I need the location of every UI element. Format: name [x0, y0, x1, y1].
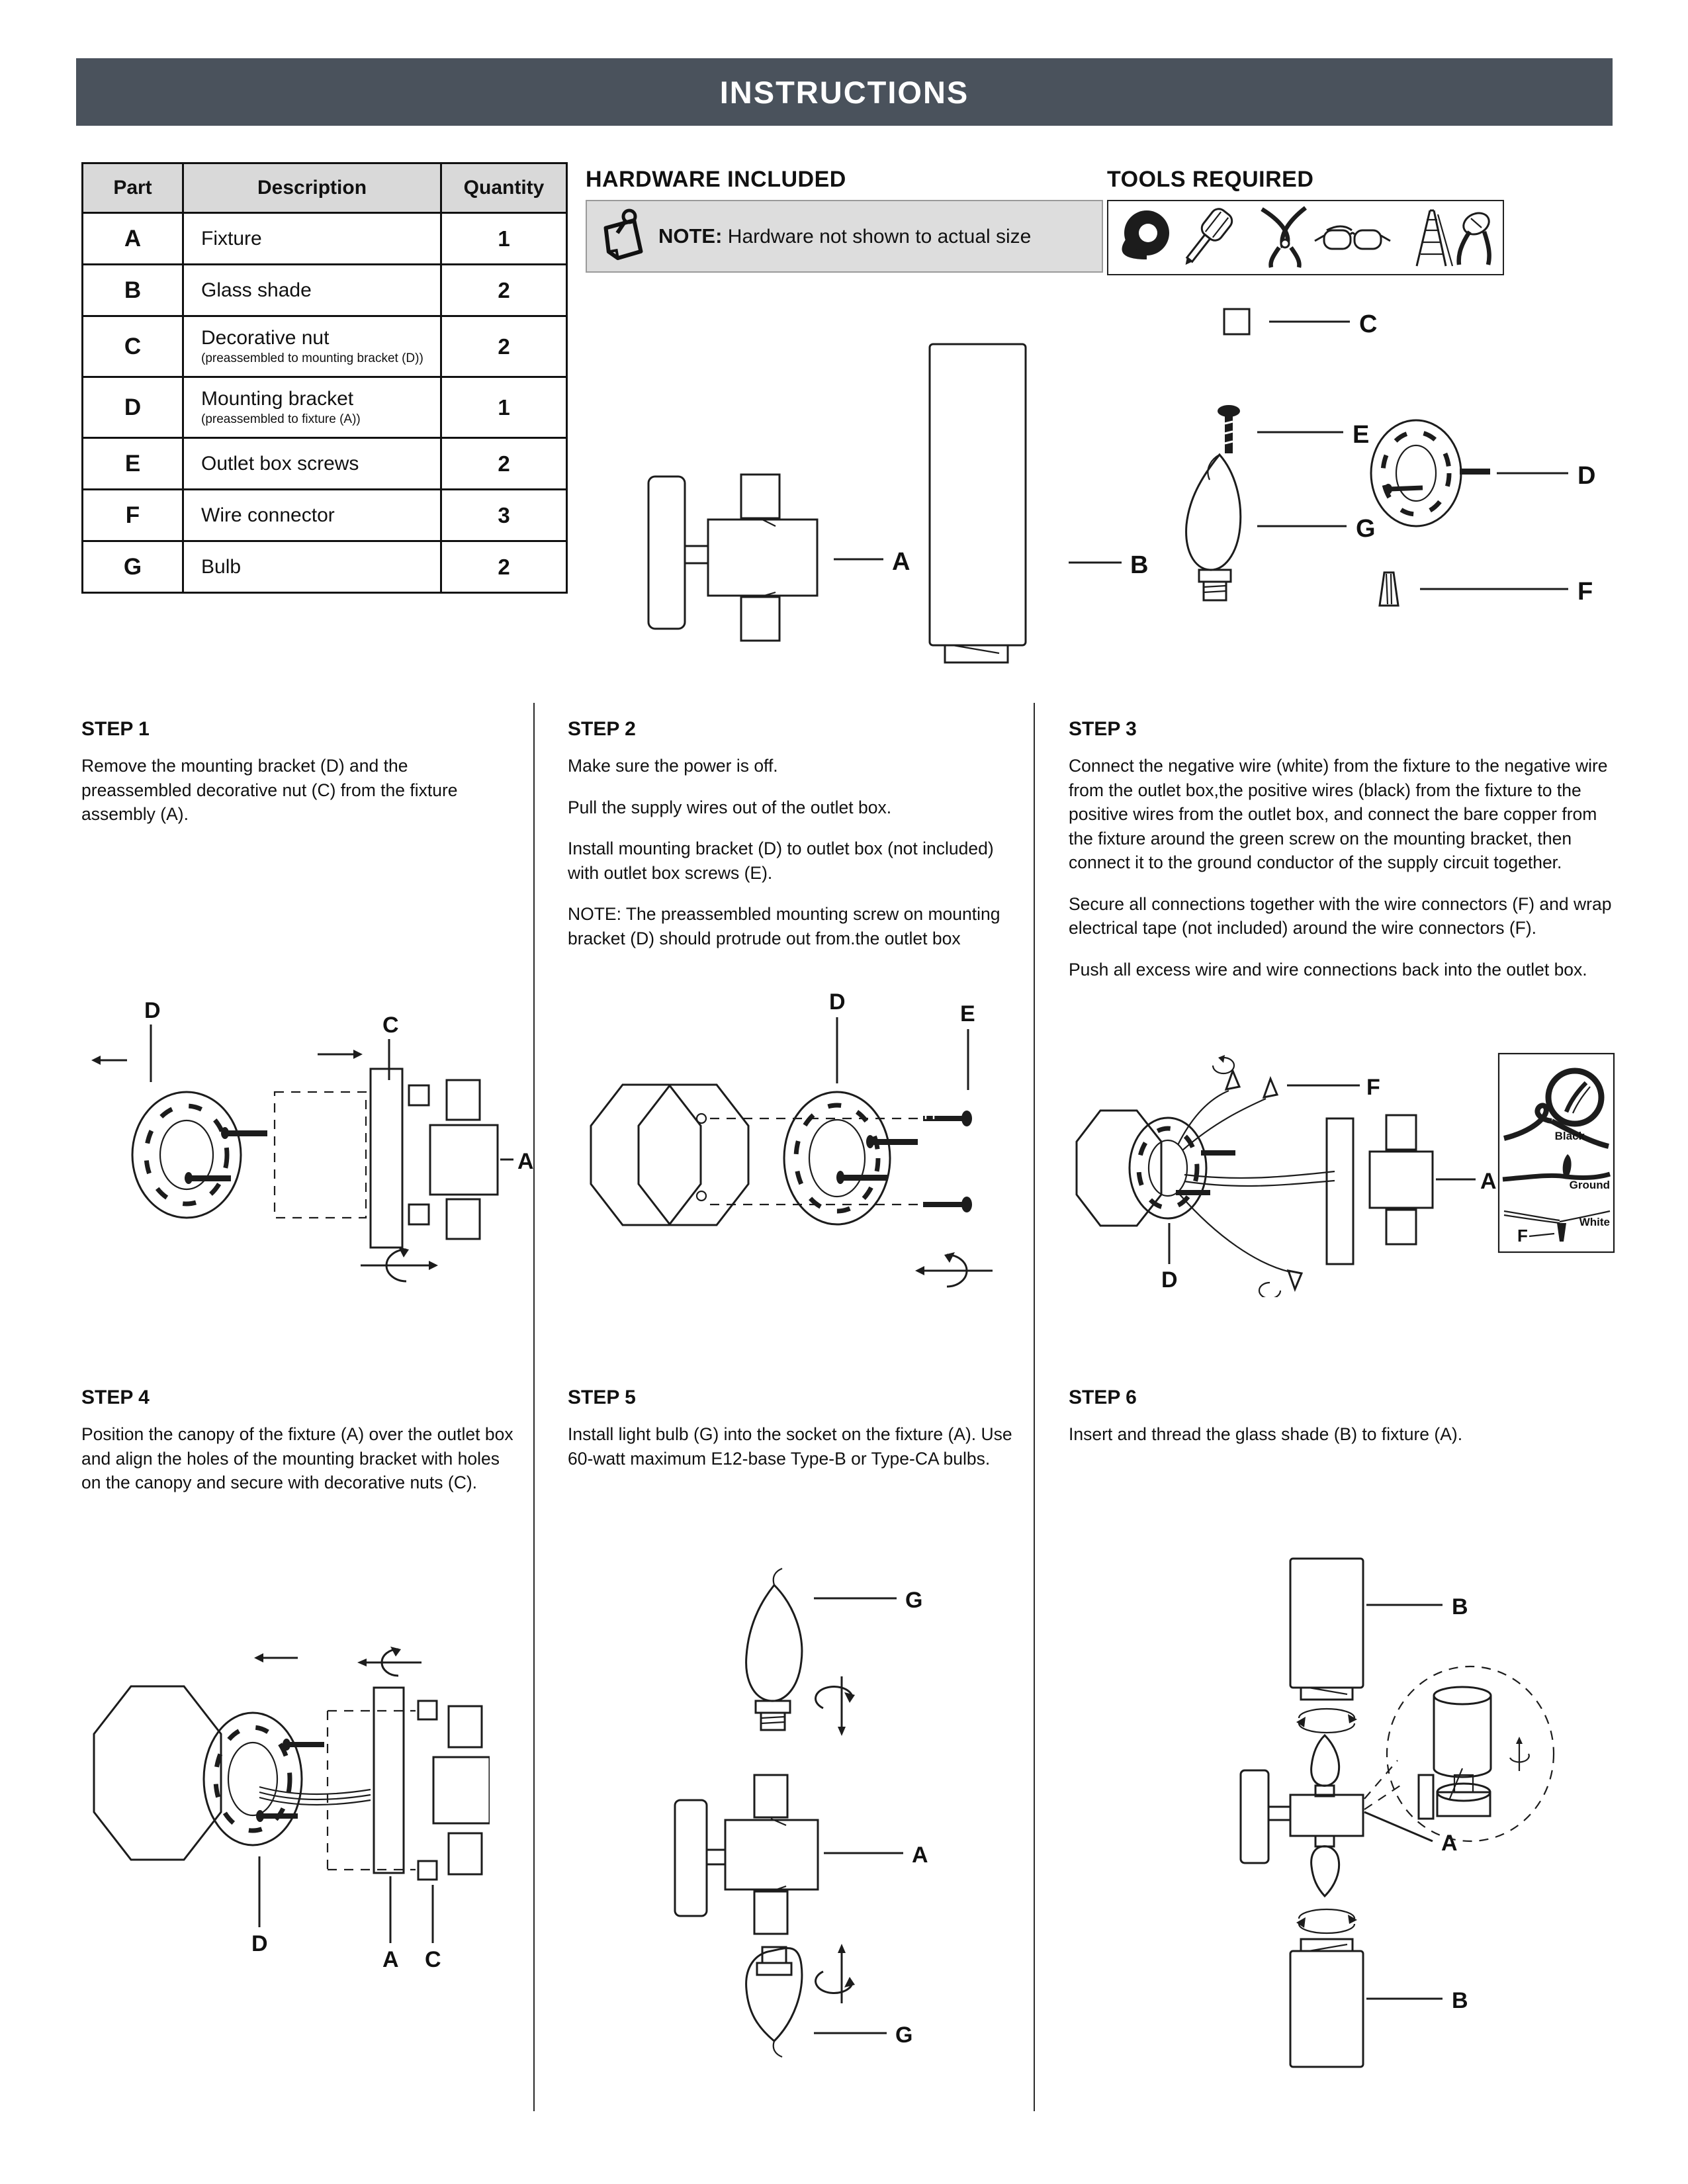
outlet-box-screw-drawing	[1218, 405, 1369, 453]
svg-text:A: A	[912, 1843, 928, 1868]
svg-text:B: B	[1452, 1594, 1468, 1619]
mounting-bracket-drawing	[1371, 420, 1595, 526]
table-header-row	[83, 163, 567, 213]
step-5-diagram	[596, 1542, 1006, 2078]
step-2-text: Pull the supply wires out of the outlet box.	[568, 797, 892, 817]
table-row: A Fixture 1	[83, 213, 567, 265]
description-text: Decorative nut	[201, 327, 330, 349]
wiring-inset	[1499, 1054, 1614, 1252]
svg-text:Black: Black	[1554, 1130, 1585, 1142]
note-box	[586, 200, 1103, 273]
svg-text:D: D	[144, 998, 161, 1023]
step-3	[1069, 718, 1613, 999]
hardware-included-heading: HARDWARE INCLUDED	[586, 167, 846, 192]
step-5-text: Install light bulb (G) into the socket on the fixture (A). Use 60-watt maximum E12-base Type-B or Type-CA bulbs.	[568, 1424, 1012, 1469]
svg-text:A: A	[1480, 1169, 1497, 1194]
svg-text:G: G	[1356, 515, 1376, 543]
decorative-nut-drawing	[1224, 309, 1377, 338]
ladder-icon	[1417, 210, 1452, 266]
svg-text:Ground: Ground	[1569, 1179, 1610, 1191]
svg-text:D: D	[1577, 462, 1596, 490]
svg-text:C: C	[425, 1947, 441, 1972]
svg-text:E: E	[1353, 421, 1370, 449]
note-label: NOTE:	[658, 224, 723, 248]
step-6-diagram	[1151, 1542, 1575, 2078]
step-5	[568, 1387, 1023, 1488]
step-6	[1069, 1387, 1613, 1464]
step-3-diagram	[1062, 1046, 1618, 1297]
step-6-text: Insert and thread the glass shade (B) to fixture (A).	[1069, 1424, 1463, 1444]
note-text: Hardware not shown to actual size	[727, 226, 1032, 248]
svg-text:B: B	[1130, 551, 1149, 579]
hardware-overview-diagram	[629, 281, 1621, 665]
column-divider	[1034, 703, 1035, 2111]
pliers-icon	[1262, 208, 1306, 267]
glass-shade-drawing	[930, 344, 1148, 662]
col-quantity: Quantity	[441, 163, 567, 213]
shade-threading-inset	[1364, 1666, 1554, 1841]
step-2	[568, 718, 1023, 968]
step-1	[81, 718, 515, 844]
svg-text:D: D	[829, 989, 846, 1015]
note-pin-icon	[600, 208, 648, 265]
step-1-text: Remove the mounting bracket (D) and the preassembled decorative nut (C) from the fixture assembly (A).	[81, 756, 458, 825]
table-row: D Mounting bracket (preassembled to fixture (A)) 1	[83, 377, 567, 438]
col-part: Part	[83, 163, 183, 213]
step-3-text: Secure all connections together with the wire connectors (F) and wrap electrical tape (not included) around the wire connectors (F).	[1069, 893, 1612, 938]
svg-text:D: D	[1161, 1267, 1178, 1293]
column-divider	[533, 703, 535, 2111]
step-3-text: Connect the negative wire (white) from the fixture to the negative wire from the outlet box,the positive wires (black) from the fixture to the positive wires from the outlet box, and connect the bare copper from the fixture around the green screw on the mounting bracket, then connect it to the ground conductor of the supply circuit together.	[1069, 756, 1608, 873]
description-subnote: (preassembled to mounting bracket (D))	[201, 351, 423, 365]
svg-text:G: G	[905, 1588, 923, 1613]
step-1-diagram	[86, 986, 536, 1297]
step-2-diagram	[579, 976, 1016, 1310]
svg-text:C: C	[382, 1013, 399, 1038]
svg-text:G: G	[895, 2023, 913, 2048]
svg-text:E: E	[960, 1001, 975, 1026]
step-2-title: STEP 2	[568, 718, 636, 740]
page-title-bar	[76, 58, 1613, 126]
svg-text:White: White	[1579, 1216, 1610, 1228]
description-text: Mounting bracket	[201, 388, 354, 410]
svg-text:C: C	[1359, 310, 1378, 338]
step-4-title: STEP 4	[81, 1387, 150, 1408]
step-1-title: STEP 1	[81, 718, 150, 740]
step-4-text: Position the canopy of the fixture (A) over the outlet box and align the holes of the mounting bracket with holes on the canopy and secure with decorative nuts (C).	[81, 1424, 513, 1493]
parts-table	[81, 162, 568, 594]
svg-text:F: F	[1517, 1226, 1528, 1246]
wire-stripper-icon	[1459, 209, 1493, 265]
table-row: C Decorative nut (preassembled to mounting bracket (D)) 2	[83, 316, 567, 377]
table-row: B Glass shade 2	[83, 265, 567, 316]
svg-text:D: D	[251, 1931, 268, 1956]
bulb-drawing	[1186, 455, 1376, 600]
svg-text:F: F	[1577, 578, 1593, 606]
tools-box	[1107, 200, 1504, 275]
step-2-text: NOTE: The preassembled mounting screw on mounting bracket (D) should protrude out from.the outlet box	[568, 904, 1000, 948]
wire-connector-drawing	[1380, 572, 1593, 606]
description-subnote: (preassembled to fixture (A))	[201, 412, 361, 426]
step-2-text: Install mounting bracket (D) to outlet box (not included) with outlet box screws (E).	[568, 839, 994, 883]
col-description: Description	[183, 163, 441, 213]
fixture-drawing	[648, 475, 910, 641]
table-row: F Wire connector 3	[83, 490, 567, 541]
tools-icons	[1108, 201, 1500, 271]
table-row: G Bulb 2	[83, 541, 567, 593]
step-2-text: Make sure the power is off.	[568, 756, 778, 776]
step-5-title: STEP 5	[568, 1387, 636, 1408]
table-row: E Outlet box screws 2	[83, 438, 567, 490]
electrical-tape-icon	[1122, 210, 1169, 259]
svg-text:A: A	[892, 548, 911, 576]
screwdriver-icon	[1177, 206, 1235, 271]
svg-text:A: A	[517, 1149, 534, 1174]
safety-glasses-icon	[1315, 226, 1390, 249]
step-4	[81, 1387, 515, 1512]
tools-required-heading: TOOLS REQUIRED	[1107, 167, 1314, 192]
page-title: INSTRUCTIONS	[719, 74, 969, 110]
step-4-diagram	[93, 1602, 490, 1972]
svg-text:F: F	[1366, 1075, 1380, 1100]
svg-text:A: A	[1441, 1831, 1458, 1856]
svg-text:A: A	[382, 1947, 399, 1972]
step-6-title: STEP 6	[1069, 1387, 1137, 1408]
step-3-title: STEP 3	[1069, 718, 1137, 740]
svg-text:B: B	[1452, 1988, 1468, 2013]
step-3-text: Push all excess wire and wire connections back into the outlet box.	[1069, 959, 1587, 979]
